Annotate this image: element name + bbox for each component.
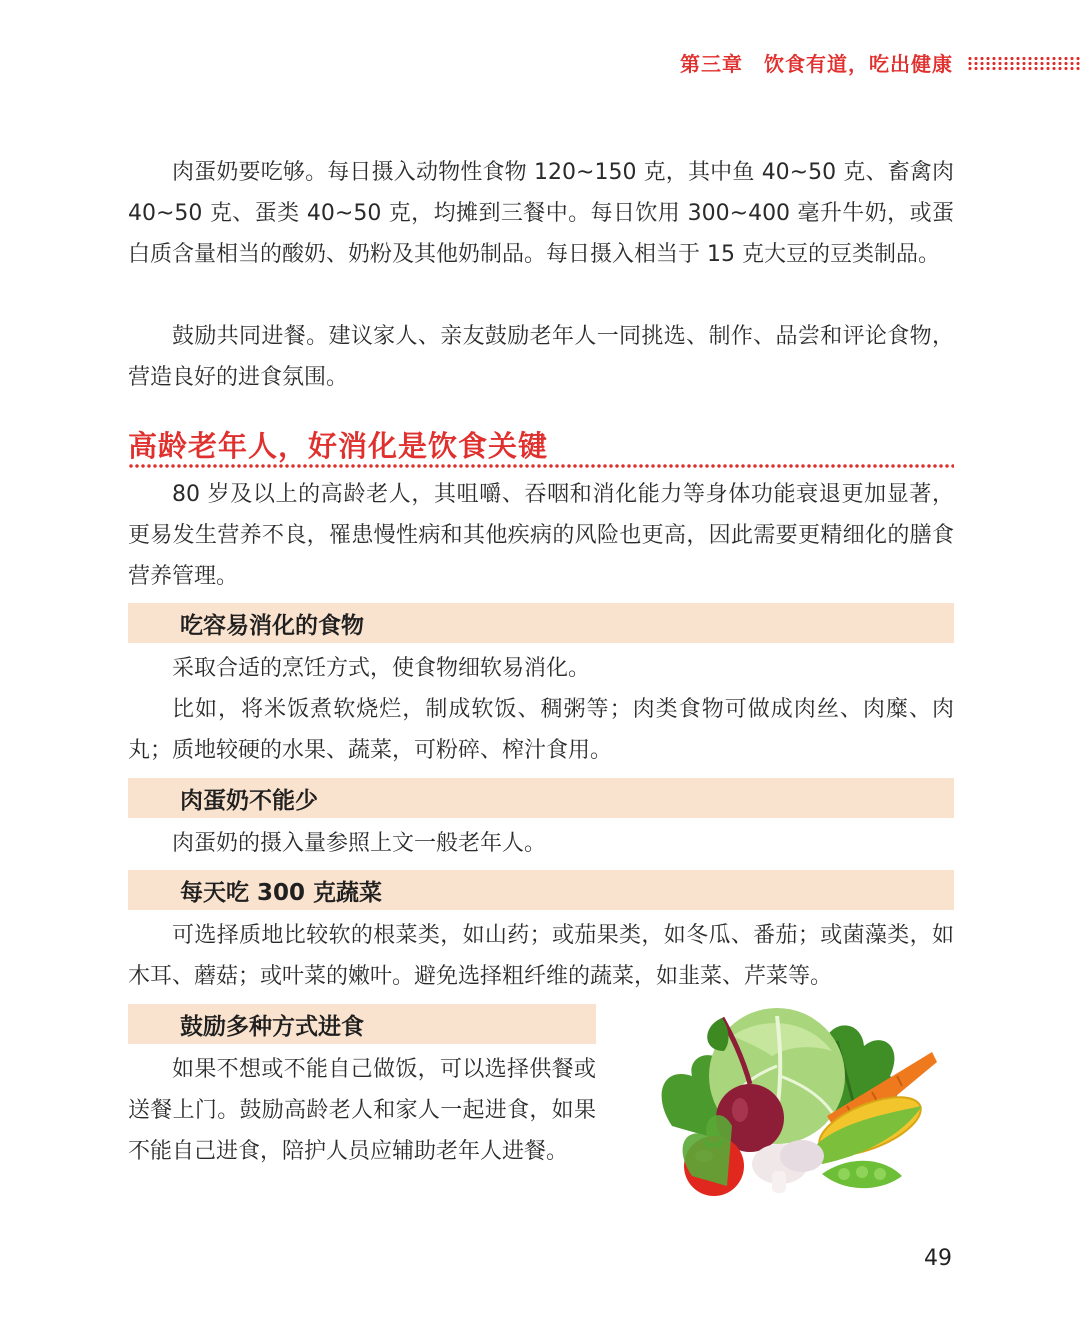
subsection-4-paragraph-1: 如果不想或不能自己做饭，可以选择供餐或送餐上门。鼓励高龄老人和家人一起进食，如果不能自己进食，陪护人员应辅助老年人进餐。 (128, 1057, 596, 1164)
section-intro-paragraph: 80 岁及以上的高龄老人，其咀嚼、吞咽和消化能力等身体功能衰退更加显著，更易发生营养不良，罹患慢性病和其他疾病的风险也更高，因此需要更精细化的膳食营养管理。 (128, 482, 954, 589)
vegetables-illustration (632, 1006, 940, 1214)
intro-paragraph-1: 肉蛋奶要吃够。每日摄入动物性食物 120~150 克，其中鱼 40~50 克、畜禽肉 40~50 克、蛋类 40~50 克，均摊到三餐中。每日饮用 300~400 毫升牛奶，或蛋白质含量相当的酸奶、奶粉及其他奶制品。每日摄入相当于 15 克大豆的豆类制品。 (128, 160, 955, 267)
chapter-header (680, 48, 1080, 77)
subsection-3-paragraph-1: 可选择质地比较软的根菜类，如山药；或茄果类，如冬瓜、番茄；或菌藻类，如木耳、蘑菇；或叶菜的嫩叶。避免选择粗纤维的蔬菜，如韭菜、芹菜等。 (128, 923, 954, 989)
subheading-vegetables: 每天吃 300 克蔬菜 (128, 870, 954, 910)
subheading-digestible-food: 吃容易消化的食物 (128, 603, 954, 643)
chapter-title: 第三章 饮食有道，吃出健康 (680, 52, 953, 76)
page-number: 49 (924, 1246, 952, 1271)
chapter-dots-divider (967, 56, 1080, 70)
subsection-2-paragraph-1: 肉蛋奶的摄入量参照上文一般老年人。 (172, 831, 547, 856)
section-title: 高龄老年人，好消化是饮食关键 (128, 429, 549, 463)
subsection-1-paragraph-2: 比如，将米饭煮软烧烂，制成软饭、稠粥等；肉类食物可做成肉丝、肉糜、肉丸；质地较硬的水果、蔬菜，可粉碎、榨汁食用。 (128, 697, 954, 763)
subheading-meat-egg-milk: 肉蛋奶不能少 (128, 778, 954, 818)
section-dots-divider (128, 463, 954, 469)
subheading-eating-ways: 鼓励多种方式进食 (128, 1004, 596, 1044)
subsection-1-paragraph-1: 采取合适的烹饪方式，使食物细软易消化。 (172, 656, 591, 681)
intro-paragraph-2: 鼓励共同进餐。建议家人、亲友鼓励老年人一同挑选、制作、品尝和评论食物，营造良好的进食氛围。 (128, 324, 954, 390)
